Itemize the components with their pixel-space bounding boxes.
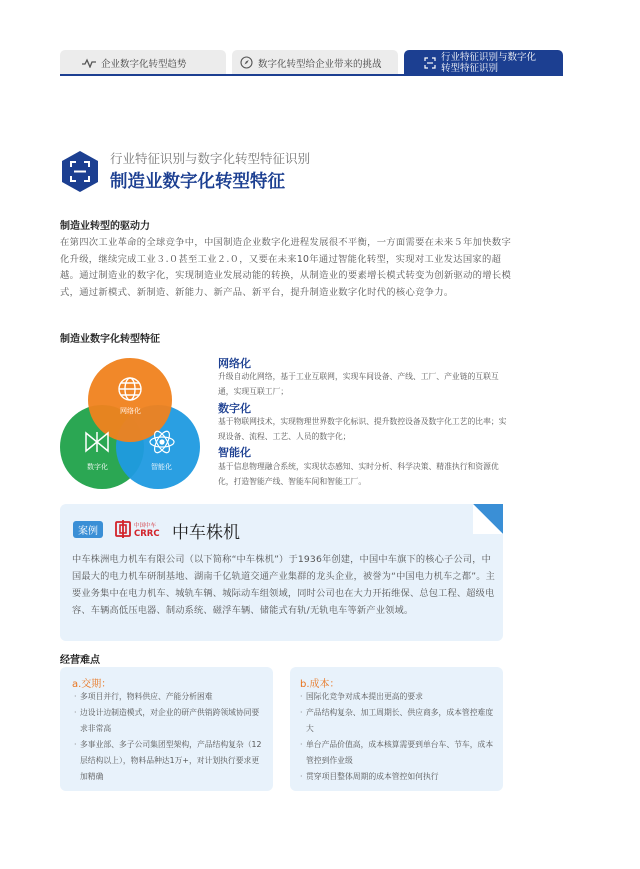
tab-underline xyxy=(60,74,563,76)
list-item: · 多事业部、多子公司集团型架构，产品结构复杂（12层结构以上），物料品种达1万+，对计划执行要求更加精确 xyxy=(74,737,264,785)
difficulties-heading: 经营难点 xyxy=(60,655,100,666)
tab-label-line1: 行业特征识别与数字化 xyxy=(441,51,537,63)
page-title: 制造业数字化转型特征 xyxy=(110,172,285,192)
tab-digital-challenges[interactable] xyxy=(232,50,398,75)
difficulty-list-delivery xyxy=(74,689,264,785)
feature-text-smart: 基于信息物理融合系统，实现状态感知、实时分析、科学决策、精准执行和资源优化，打造智能产线、智能车间和智能工厂。 xyxy=(218,462,499,486)
tab-label: 企业数字化转型趋势 xyxy=(101,58,187,70)
list-item: · 单台产品价值高，成本核算需要到单台车、节车，成本管控到作业级 xyxy=(300,737,496,769)
feature-text-digital: 基于物联网技术，实现物理世界数字化标识、提升数控设备及数字化工艺的比率；实现设备、流程、工艺、人员的数字化； xyxy=(218,417,507,441)
scan-hexagon-icon xyxy=(60,150,100,193)
tab-industry-identification[interactable] xyxy=(404,50,563,75)
tab-label xyxy=(441,52,536,74)
section-subtitle: 行业特征识别与数字化转型特征识别 xyxy=(110,151,311,166)
trend-line-icon xyxy=(82,58,96,68)
tab-digital-trend[interactable] xyxy=(60,50,226,75)
feature-title-digital: 数字化 xyxy=(218,402,251,415)
corner-triangle-icon xyxy=(473,504,503,534)
driving-force-paragraph: 在第四次工业革命的全球竞争中，中国制造企业数字化进程发展很不平衡，一方面需要在未来５年加快数字化升级，继续完成工业３.０甚至工业２.０，又要在未来10年通过智能化转型，实现对工业发达国家的超越。通过制造业的数字化，实现制造业发展动能的转换，从制造业的要素增长模式转变为创新驱动的增长模式，通过新模式、新制造、新能力、新产品、新平台，提升制造业数字化时代的核心竞争力。 xyxy=(60,237,512,298)
list-item: · 国际化竞争对成本提出更高的要求 xyxy=(300,689,496,705)
case-tag: 案例 xyxy=(73,521,103,538)
tab-label-line2: 转型特征识别 xyxy=(441,62,499,74)
list-item: · 边设计边制造模式，对企业的研产供销跨领域协同要求非常高 xyxy=(74,705,264,737)
difficulty-list-cost xyxy=(300,689,496,785)
case-paragraph: 中车株洲电力机车有限公司（以下简称“中车株机”）于1936年创建，中国中车旗下的核心子公司，中国最大的电力机车研制基地、湖南千亿轨道交通产业集群的龙头企业，被誉为“中国电力机车之都”。主要业务集中在电力机车、城轨车辆、城际动车组领域，同时公司也在大力开拓维保、总包工程、超级电容、车辆高低压电器、制动系统、磁浮车辆、储能式有轨/无轨电车等新产业领域。 xyxy=(72,554,495,616)
venn-label-network: 网络化 xyxy=(120,407,141,415)
scan-icon xyxy=(424,57,436,69)
feature-text-network: 升级自动化网络，基于工业互联网，实现车间设备、产线、工厂、产业链的互联互通，实现互联工厂； xyxy=(218,372,499,396)
difficulty-panel-delivery xyxy=(60,667,273,791)
crrc-logo xyxy=(115,520,169,542)
venn-diagram xyxy=(60,355,210,495)
driving-force-heading: 制造业转型的驱动力 xyxy=(60,221,150,232)
tab-bar xyxy=(60,50,563,75)
list-item: · 贯穿项目整体周期的成本管控如何执行 xyxy=(300,769,496,785)
case-company-name: 中车株机 xyxy=(172,523,240,543)
tab-label: 数字化转型给企业带来的挑战 xyxy=(258,58,382,70)
list-item: · 产品结构复杂、加工周期长、供应商多，成本管控难度大 xyxy=(300,705,496,737)
venn-label-digital: 数字化 xyxy=(87,463,108,471)
difficulty-title-delivery: a.交期： xyxy=(72,679,112,690)
crrc-logo-cn: 中国中车 xyxy=(134,523,157,529)
list-item: · 多项目并行，物料供应、产能分析困难 xyxy=(74,689,264,705)
feature-title-network: 网络化 xyxy=(218,357,251,370)
crrc-logo-mark xyxy=(115,520,169,538)
venn-label-smart: 智能化 xyxy=(151,463,172,471)
feature-title-smart: 智能化 xyxy=(218,446,251,459)
features-heading: 制造业数字化转型特征 xyxy=(60,334,160,345)
compass-icon xyxy=(240,56,253,69)
difficulty-panel-cost xyxy=(290,667,503,791)
difficulty-title-cost: b.成本： xyxy=(300,679,340,690)
crrc-logo-en: CRRC xyxy=(134,529,160,538)
